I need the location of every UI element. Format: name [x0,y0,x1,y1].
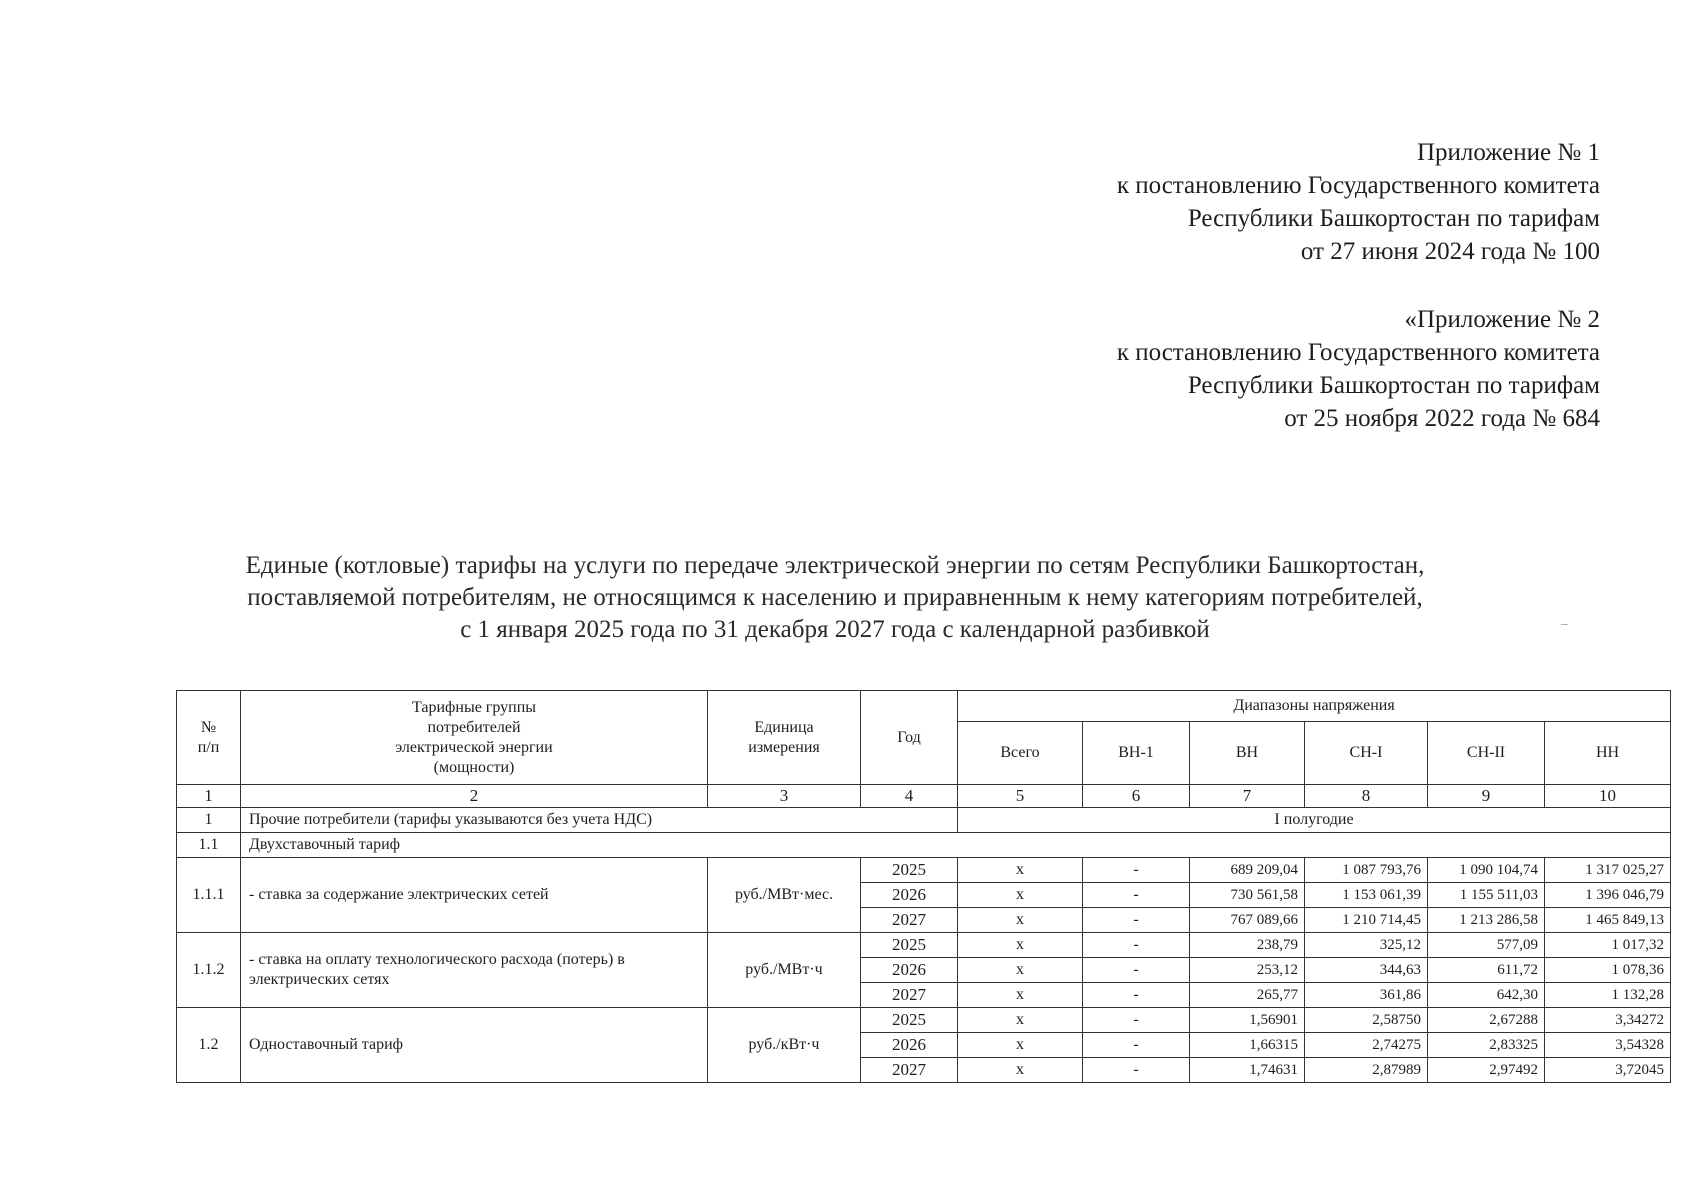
column-number: 2 [241,785,708,808]
header-col-sn2: СН-II [1428,722,1545,785]
total-cell: x [958,1033,1083,1058]
header-group-line: потребителей [427,718,521,736]
year-cell: 2027 [861,1058,958,1083]
total-cell: x [958,983,1083,1008]
vn-cell: 730 561,58 [1190,883,1305,908]
sn1-cell: 2,74275 [1305,1033,1428,1058]
nn-cell: 1 396 046,79 [1545,883,1671,908]
vn1-cell: - [1083,858,1190,883]
document-title-line: поставляемой потребителям, не относящимся к населению и приравненным к нему категориям потребителей, [247,584,1423,611]
group-unit-cell: руб./МВт·мес. [708,858,861,933]
annex-1-line: к постановлению Государственного комитета [1116,172,1600,199]
annex-1-header [1117,136,1600,268]
header-group-line: Тарифные группы [411,698,537,716]
scan-mark: ¯ [1561,622,1568,636]
total-cell: x [958,958,1083,983]
annex-2-line: от 25 ноября 2022 года № 684 [1284,405,1600,432]
header-col-total: Всего [958,722,1083,785]
total-cell: x [958,908,1083,933]
section-row [177,808,1671,833]
column-number: 5 [958,785,1083,808]
header-num-line: п/п [197,738,220,756]
total-cell: x [958,1008,1083,1033]
table-header-row [177,691,1671,722]
sn1-cell: 325,12 [1305,933,1428,958]
table-row [177,858,1671,883]
total-cell: x [958,858,1083,883]
header-unit-line: измерения [748,738,820,756]
table-row [177,1008,1671,1033]
year-cell: 2026 [861,1033,958,1058]
year-cell: 2027 [861,908,958,933]
column-number: 10 [1545,785,1671,808]
group-unit-cell: руб./МВт·ч [708,933,861,1008]
column-number: 1 [177,785,241,808]
annex-1-line: Приложение № 1 [1416,139,1600,166]
sn2-cell: 642,30 [1428,983,1545,1008]
group-num-cell: 1.1.2 [177,933,241,1008]
vn1-cell: - [1083,1008,1190,1033]
nn-cell: 3,72045 [1545,1058,1671,1083]
table-row [177,933,1671,958]
subsection-label: Двухставочный тариф [241,833,1671,858]
group-unit-cell: руб./кВт·ч [708,1008,861,1083]
vn-cell: 265,77 [1190,983,1305,1008]
sn2-cell: 577,09 [1428,933,1545,958]
nn-cell: 1 465 849,13 [1545,908,1671,933]
nn-cell: 1 317 025,27 [1545,858,1671,883]
vn1-cell: - [1083,983,1190,1008]
subsection-num: 1.1 [177,833,241,858]
column-number: 9 [1428,785,1545,808]
vn1-cell: - [1083,883,1190,908]
vn-cell: 1,66315 [1190,1033,1305,1058]
vn-cell: 1,74631 [1190,1058,1305,1083]
vn-cell: 238,79 [1190,933,1305,958]
sn1-cell: 2,58750 [1305,1008,1428,1033]
vn1-cell: - [1083,1058,1190,1083]
header-unit-cell [708,691,861,785]
vn-cell: 767 089,66 [1190,908,1305,933]
year-cell: 2025 [861,1008,958,1033]
column-number: 7 [1190,785,1305,808]
year-cell: 2026 [861,958,958,983]
nn-cell: 1 078,36 [1545,958,1671,983]
group-label-cell: Одноставочный тариф [241,1008,708,1083]
sn2-cell: 1 155 511,03 [1428,883,1545,908]
sn2-cell: 2,83325 [1428,1033,1545,1058]
column-number: 3 [708,785,861,808]
section-label: Прочие потребители (тарифы указываются без учета НДС) [241,808,958,833]
subsection-row [177,833,1671,858]
group-label-cell: - ставка за содержание электрических сетей [241,858,708,933]
nn-cell: 3,54328 [1545,1033,1671,1058]
header-unit-line: Единица [754,718,814,736]
header-col-sn1: СН-I [1305,722,1428,785]
total-cell: x [958,883,1083,908]
sn1-cell: 361,86 [1305,983,1428,1008]
year-cell: 2025 [861,933,958,958]
group-num-cell: 1.1.1 [177,858,241,933]
column-number: 4 [861,785,958,808]
sn1-cell: 344,63 [1305,958,1428,983]
header-num-cell [177,691,241,785]
header-group-cell [241,691,708,785]
section-period: I полугодие [958,808,1671,833]
column-number: 8 [1305,785,1428,808]
vn1-cell: - [1083,908,1190,933]
tariff-table [176,690,1671,1083]
year-cell: 2025 [861,858,958,883]
column-number: 6 [1083,785,1190,808]
vn1-cell: - [1083,1033,1190,1058]
year-cell: 2027 [861,983,958,1008]
vn1-cell: - [1083,958,1190,983]
annex-2-line: к постановлению Государственного комитета [1116,339,1600,366]
section-num: 1 [177,808,241,833]
vn-cell: 689 209,04 [1190,858,1305,883]
header-year-cell: Год [861,691,958,785]
sn1-cell: 2,87989 [1305,1058,1428,1083]
document-title [200,550,1470,646]
total-cell: x [958,933,1083,958]
sn2-cell: 2,97492 [1428,1058,1545,1083]
annex-2-line: «Приложение № 2 [1404,306,1600,333]
annex-2-line: Республики Башкортостан по тарифам [1187,372,1600,399]
column-number-row [177,785,1671,808]
sn1-cell: 1 153 061,39 [1305,883,1428,908]
annex-1-line: от 27 июня 2024 года № 100 [1300,238,1600,265]
vn-cell: 253,12 [1190,958,1305,983]
nn-cell: 3,34272 [1545,1008,1671,1033]
sn2-cell: 611,72 [1428,958,1545,983]
group-num-cell: 1.2 [177,1008,241,1083]
year-cell: 2026 [861,883,958,908]
vn-cell: 1,56901 [1190,1008,1305,1033]
total-cell: x [958,1058,1083,1083]
sn2-cell: 1 090 104,74 [1428,858,1545,883]
document-title-line: Единые (котловые) тарифы на услуги по передаче электрической энергии по сетям Республики Башкортостан, [245,552,1425,579]
vn1-cell: - [1083,933,1190,958]
annex-2-header [1117,303,1600,435]
group-label-cell: - ставка на оплату технологического расхода (потерь) в электрических сетях [241,933,708,1008]
header-group-line: (мощности) [433,758,515,776]
header-group-line: электрической энергии [395,738,553,756]
header-num-line: № [200,718,217,736]
header-col-nn: НН [1545,722,1671,785]
sn2-cell: 1 213 286,58 [1428,908,1545,933]
sn2-cell: 2,67288 [1428,1008,1545,1033]
sn1-cell: 1 087 793,76 [1305,858,1428,883]
header-col-vn1: ВН-1 [1083,722,1190,785]
nn-cell: 1 132,28 [1545,983,1671,1008]
annex-1-line: Республики Башкортостан по тарифам [1187,205,1600,232]
document-title-line: с 1 января 2025 года по 31 декабря 2027 года с календарной разбивкой [460,616,1210,643]
header-col-vn: ВН [1190,722,1305,785]
nn-cell: 1 017,32 [1545,933,1671,958]
sn1-cell: 1 210 714,45 [1305,908,1428,933]
header-ranges-cell: Диапазоны напряжения [958,691,1671,722]
